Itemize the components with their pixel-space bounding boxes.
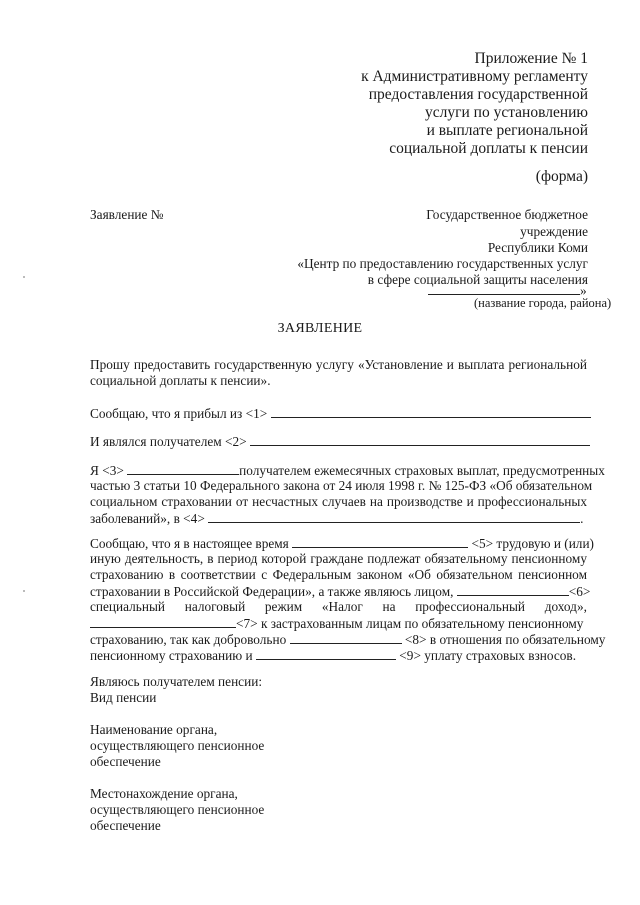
- para4-line-8: пенсионному страхованию и <9> уплату страховых взносов.: [90, 648, 577, 663]
- header-line: Приложение № 1: [474, 50, 588, 67]
- scan-mark: [23, 276, 25, 278]
- header-line: услуги по установлению: [425, 104, 588, 121]
- para3-line-1: Я <3> получателем ежемесячных страховых выплат, предусмотренных: [90, 463, 605, 478]
- header-line: к Административному регламенту: [361, 68, 588, 85]
- para4-field-8[interactable]: [290, 631, 402, 644]
- para3-field-3[interactable]: [127, 462, 239, 475]
- arrived-from-field[interactable]: [271, 405, 591, 418]
- request-line-2: социальной доплаты к пенсии».: [90, 373, 271, 388]
- header-line: и выплате региональной: [426, 122, 588, 139]
- form-label: (форма): [535, 168, 588, 185]
- request-line-1: Прошу предоставить государственную услугу «Установление и выплата региональной: [90, 357, 587, 372]
- para4-line-2: иную деятельность, в период которой граждане подлежат обязательному пенсионному: [90, 551, 587, 566]
- para3-line-4: заболеваний», в <4> .: [90, 511, 584, 526]
- city-district-caption: (название города, района): [474, 296, 612, 310]
- para4-field-6[interactable]: [457, 583, 569, 596]
- org-location-label: обеспечение: [90, 818, 161, 833]
- para4-field-9[interactable]: [256, 647, 396, 660]
- arrived-from-row: [90, 405, 591, 422]
- para4-field-7[interactable]: [90, 615, 236, 628]
- para3-line-2: частью 3 статьи 10 Федерального закона от 24 июля 1998 г. № 125-ФЗ «Об обязательном: [90, 478, 593, 493]
- para4-line-3: страхованию в соответствии с Федеральным законом «Об обязательном пенсионном: [90, 567, 587, 582]
- recipient-line: в сфере социальной защиты населения: [367, 272, 588, 287]
- para4-field-5[interactable]: [292, 535, 468, 548]
- header-line: социальной доплаты к пенсии: [389, 140, 588, 157]
- pension-type-label: Вид пенсии: [90, 690, 157, 705]
- application-number-label: Заявление №: [90, 207, 164, 222]
- para4-line-4: страховании в Российской Федерации», а также являюсь лицом, <6>: [90, 584, 591, 599]
- para4-line-7: страхованию, так как добровольно <8> в отношения по обязательному: [90, 632, 606, 647]
- org-name-label: осуществляющего пенсионное: [90, 738, 265, 753]
- org-location-label: осуществляющего пенсионное: [90, 802, 265, 817]
- org-location-label: Местонахождение органа,: [90, 786, 238, 801]
- arrived-from-label: Сообщаю, что я прибыл из <1>: [90, 406, 268, 421]
- recipient-of-label: И являлся получателем <2>: [90, 434, 247, 449]
- org-name-label: Наименование органа,: [90, 722, 218, 737]
- recipient-line: «Центр по предоставлению государственных услуг: [297, 256, 588, 271]
- para4-line-1: Сообщаю, что я в настоящее время <5> трудовую и (или): [90, 536, 594, 551]
- recipient-of-field[interactable]: [250, 433, 590, 446]
- para4-line-6: <7> к застрахованным лицам по обязательному пенсионному: [90, 615, 583, 632]
- closing-quote: »: [580, 283, 587, 298]
- recipient-line: Государственное бюджетное: [426, 207, 588, 222]
- scan-mark: [23, 590, 25, 592]
- recipient-of-row: [90, 433, 590, 450]
- para3-field-4[interactable]: [208, 510, 580, 523]
- document-title: ЗАЯВЛЕНИЕ: [277, 321, 363, 336]
- pension-recipient-label: Являюсь получателем пенсии:: [90, 674, 263, 689]
- para3-line-3: социальном страховании от несчастных случаев на производстве и профессиональных: [90, 494, 587, 509]
- para4-line-5: специальный налоговый режим «Налог на профессиональный доход»,: [90, 599, 587, 614]
- header-line: предоставления государственной: [368, 86, 588, 103]
- recipient-line: учреждение: [520, 224, 588, 239]
- recipient-line: Республики Коми: [487, 240, 588, 255]
- org-name-label: обеспечение: [90, 754, 161, 769]
